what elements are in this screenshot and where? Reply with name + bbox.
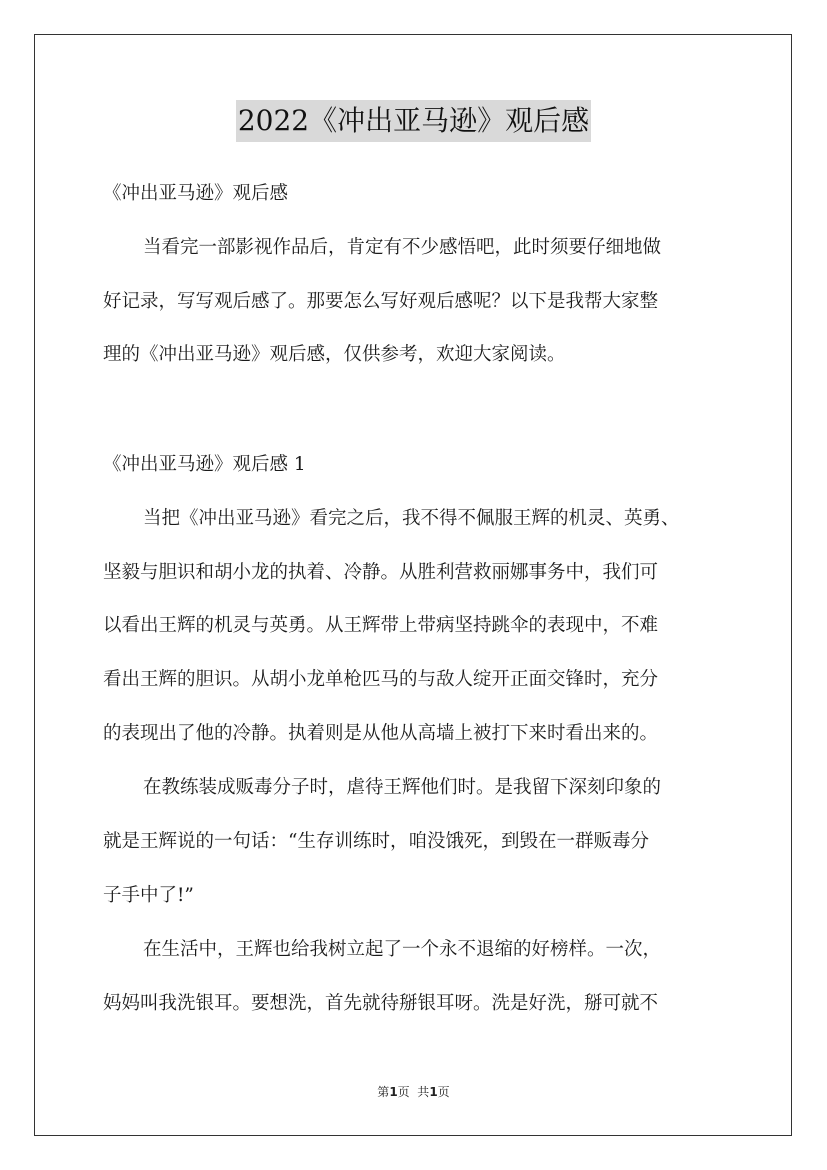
page-footer (0, 1083, 827, 1100)
paragraph-line: 就是王辉说的一句话：“生存训练时，咱没饿死，到毁在一群贩毒分 (103, 831, 649, 852)
paragraph-line: 当看完一部影视作品后，肯定有不少感悟吧，此时须要仔细地做 (143, 237, 662, 258)
footer-page-total: 1 (429, 1085, 438, 1099)
paragraph-line: 坚毅与胆识和胡小龙的执着、冷静。从胜利营救丽娜事务中，我们可 (103, 562, 659, 583)
paragraph-line: 在生活中，王辉也给我树立起了一个永不退缩的好榜样。一次， (143, 939, 662, 960)
footer-page-num: 1 (389, 1085, 398, 1099)
paragraph-line: 妈妈叫我洗银耳。要想洗，首先就待掰银耳呀。洗是好洗，掰可就不 (103, 993, 659, 1014)
paragraph-line: 理的《冲出亚马逊》观后感，仅供参考，欢迎大家阅读。 (103, 344, 566, 365)
footer-suffix: 页 (437, 1085, 450, 1099)
document-title: 2022《冲出亚马逊》观后感 (236, 100, 591, 142)
paragraph-line: 当把《冲出亚马逊》看完之后，我不得不佩服王辉的机灵、英勇、 (143, 508, 680, 529)
paragraph-line: 在教练装成贩毒分子时，虐待王辉他们时。是我留下深刻印象的 (143, 777, 662, 798)
subtitle-line: 《冲出亚马逊》观后感 (103, 183, 289, 204)
title-wrap (0, 100, 827, 142)
paragraph-line: 好记录，写写观后感了。那要怎么写好观后感呢？以下是我帮大家整 (103, 291, 659, 312)
paragraph-line: 的表现出了他的冷静。执着则是从他从高墙上被打下来时看出来的。 (103, 723, 659, 744)
footer-mid: 页 共 (397, 1085, 430, 1099)
footer-prefix: 第 (377, 1085, 390, 1099)
section-heading: 《冲出亚马逊》观后感 1 (103, 454, 306, 475)
paragraph-line: 以看出王辉的机灵与英勇。从王辉带上带病坚持跳伞的表现中，不难 (103, 615, 659, 636)
paragraph-line: 看出王辉的胆识。从胡小龙单枪匹马的与敌人绽开正面交锋时，充分 (103, 669, 659, 690)
paragraph-line: 子手中了!” (103, 885, 194, 906)
